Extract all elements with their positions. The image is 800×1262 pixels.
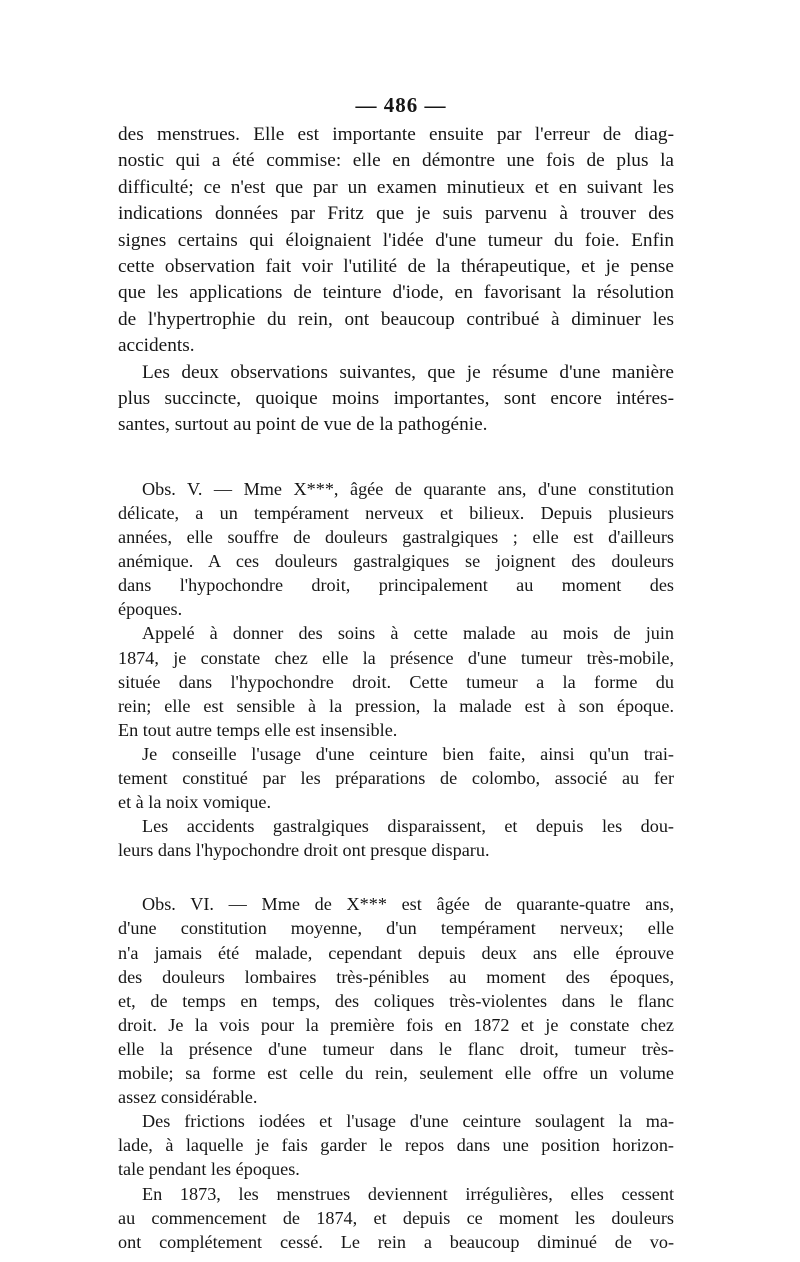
text-line: au commencement de 1874, et depuis ce moment les douleurs — [118, 1207, 674, 1228]
text-line: accidents. — [118, 335, 195, 357]
observation-six — [118, 892, 674, 1253]
paragraph-introduction — [118, 360, 674, 439]
text-line: cette observation fait voir l'utilité de la thérapeutique, et je pense — [118, 256, 674, 278]
text-line: située dans l'hypochondre droit. Cette tumeur a la forme du — [118, 671, 674, 692]
text-line: et, de temps en temps, des coliques très-violentes dans le flanc — [118, 990, 674, 1011]
text-line: Les accidents gastralgiques disparaissent, et depuis les dou- — [142, 816, 674, 837]
obs-heading-line: Obs. V. — Mme X***, âgée de quarante ans, d'une constitution — [142, 478, 674, 499]
obs-heading-line: Obs. VI. — Mme de X*** est âgée de quarante-quatre ans, — [142, 894, 674, 915]
observation-five — [118, 477, 674, 863]
text-line: époques. — [118, 599, 183, 620]
text-line: nostic qui a été commise: elle en démontre une fois de plus la — [118, 150, 674, 172]
book-page — [118, 88, 674, 1254]
text-line: n'a jamais été malade, cependant depuis deux ans elle éprouve — [118, 942, 674, 963]
section-spacer — [118, 862, 674, 892]
section-spacer — [118, 439, 674, 477]
text-line: des douleurs lombaires très-pénibles au moment des époques, — [118, 966, 674, 987]
text-line: indications données par Fritz que je suis parvenu à trouver des — [118, 203, 674, 225]
text-line: dans l'hypochondre droit, principalement au moment des — [118, 575, 674, 596]
text-line: lade, à laquelle je fais garder le repos dans une position horizon- — [118, 1135, 674, 1156]
text-line: délicate, a un tempérament nerveux et bilieux. Depuis plusieurs — [118, 502, 674, 523]
page-number: — 486 — — [355, 93, 447, 117]
text-line: d'une constitution moyenne, d'un tempérament nerveux; elle — [118, 918, 674, 939]
text-line: tale pendant les époques. — [118, 1159, 300, 1180]
text-line: En tout autre temps elle est insensible. — [118, 719, 398, 740]
text-line: des menstrues. Elle est importante ensuite par l'erreur de diag- — [118, 124, 674, 145]
text-line: mobile; sa forme est celle du rein, seulement elle offre un volume — [118, 1063, 674, 1084]
text-line: que les applications de teinture d'iode, en favorisant la résolution — [118, 282, 674, 304]
text-line: de l'hypertrophie du rein, ont beaucoup contribué à diminuer les — [118, 308, 674, 330]
text-line: Des frictions iodées et l'usage d'une ceinture soulagent la ma- — [142, 1111, 674, 1132]
text-line: anémique. A ces douleurs gastralgiques se joignent des douleurs — [118, 551, 674, 572]
text-line: Appelé à donner des soins à cette malade au mois de juin — [142, 623, 674, 644]
text-line: plus succincte, quoique moins importantes, sont encore intéres- — [118, 388, 674, 410]
text-line: assez considérable. — [118, 1087, 258, 1108]
text-line: santes, surtout au point de vue de la pathogénie. — [118, 414, 488, 436]
text-line: Les deux observations suivantes, que je résume d'une manière — [142, 361, 674, 383]
text-line: et à la noix vomique. — [118, 792, 272, 813]
text-line: leurs dans l'hypochondre droit ont presque disparu. — [118, 840, 490, 861]
text-line: tement constitué par les préparations de colombo, associé au fer — [118, 768, 674, 788]
text-line: ont complétement cessé. Le rein a beaucoup diminué de vo- — [118, 1231, 674, 1252]
text-line: droit. Je la vois pour la première fois en 1872 et je constate chez — [118, 1014, 674, 1035]
text-line: années, elle souffre de douleurs gastralgiques ; elle est d'ailleurs — [118, 527, 674, 548]
paragraph-commentary — [118, 122, 674, 360]
text-line: Je conseille l'usage d'une ceinture bien faite, ainsi qu'un trai- — [142, 743, 674, 764]
text-line: 1874, je constate chez elle la présence d'une tumeur très-mobile, — [118, 647, 674, 668]
text-line: rein; elle est sensible à la pression, la malade est à son époque. — [118, 695, 674, 716]
text-line: signes certains qui éloignaient l'idée d'une tumeur du foie. Enfin — [118, 229, 674, 251]
text-line: elle la présence d'une tumeur dans le flanc droit, tumeur très- — [118, 1038, 674, 1059]
text-line: En 1873, les menstrues deviennent irrégulières, elles cessent — [142, 1183, 674, 1204]
text-line: difficulté; ce n'est que par un examen minutieux et en suivant les — [118, 176, 674, 198]
